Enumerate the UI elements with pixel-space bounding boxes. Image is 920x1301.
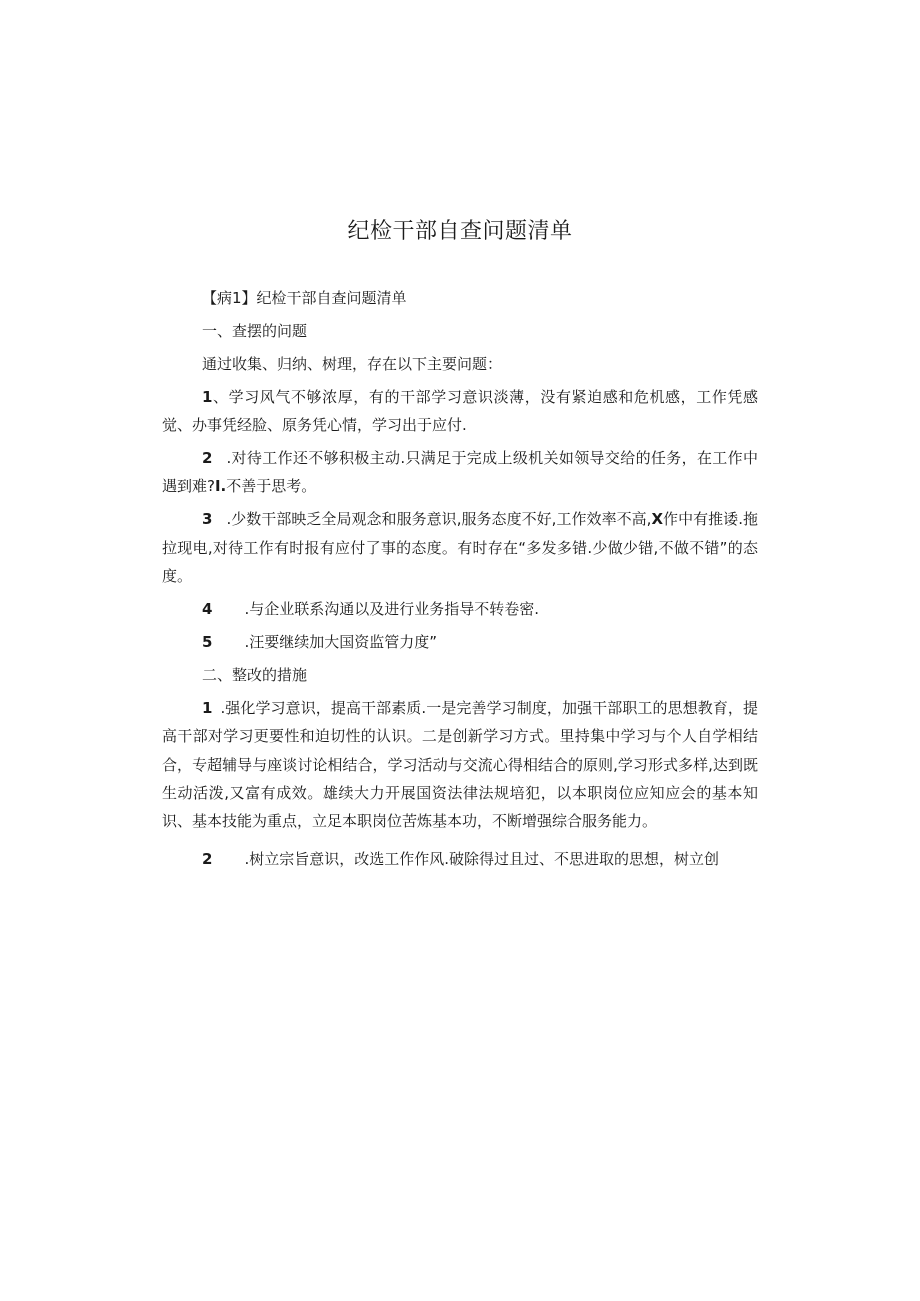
item-number: 4 [202,600,213,619]
item-text: 作中有推诿.拖拉现电,对待工作有时报有应付了事的态度。有时存在“多发多错.少做少错,不做不错”的态度。 [162,510,758,586]
item-number: 1 [202,698,213,717]
item-text: .强化学习意识，提高干部素质.一是完善学习制度，加强干部职工的思想教育，提高干部对学习更要性和迫切性的认识。二是创新学习方式。里持集中学习与个人自学相结合，专超辅导与座谈讨论相结合，学习活动与交流心得相结合的原则,学习形式多样,达到既生动活泼,又富有成效。雄续大力开展国资法律法规培犯，以本职岗位应知应会的基本知识、基本技能为重点，立足本职岗位苦炼基本功，不断增强综合服务能力。 [162,698,758,831]
item-text-bold: X [651,510,664,529]
measure-item-1 [162,694,758,836]
document-subtitle: 【病1】纪检干部自查问题清单 [202,289,407,307]
item-number: 1 [202,387,213,406]
document-title: 纪检干部自查问题清单 [347,219,573,244]
document-body [162,284,758,873]
item-text-bold: I. [214,477,227,496]
item-text: 不善于思考。 [226,477,317,496]
intro-paragraph: 通过收集、归纳、树理，存在以下主要问题： [202,354,503,373]
problem-item-4 [162,595,758,623]
section-heading-measures: 二、整改的措施 [202,665,308,684]
problem-item-3 [162,505,758,590]
problem-item-2 [162,444,758,501]
item-number: 2 [202,449,213,468]
item-number: 3 [202,510,213,529]
problem-item-5 [162,628,758,656]
problem-item-1 [162,383,758,440]
section-heading-problems: 一、查摆的问题 [202,321,308,340]
item-number: 2 [202,849,213,868]
item-text: .对待工作还不够积极主动.只满足于完成上级机关如领导交给的任务，在工作中遇到难? [162,449,758,496]
item-text: .少数干部映乏全局观念和服务意识,服务态度不好,工作效率不高, [226,510,652,529]
item-text: .与企业联系沟通以及进行业务指导不转卷密. [244,600,539,619]
item-number: 5 [202,632,213,651]
item-text: .树立宗旨意识，改选工作作风.破除得过且过、不思进取的思想，树立创 [244,849,719,868]
item-text: .汪要继续加大国资监管力度” [244,632,437,651]
measure-item-2 [162,845,758,873]
item-text: 、学习风气不够浓厚，有的干部学习意识淡薄，没有紧迫感和危机感，工作凭感觉、办事凭经脸、原务凭心情，学习出于应付. [162,387,758,435]
